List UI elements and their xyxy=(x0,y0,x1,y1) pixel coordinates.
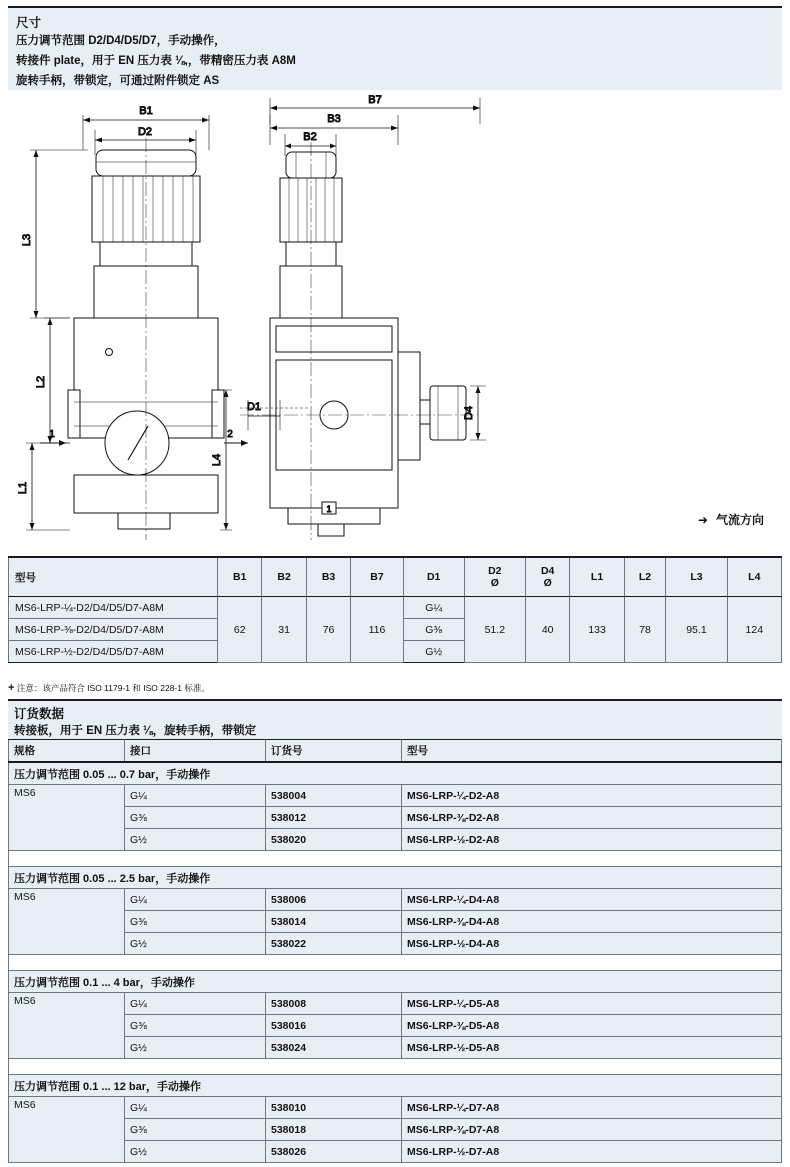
svg-text:L1: L1 xyxy=(17,481,29,495)
flow-direction-note xyxy=(698,511,764,528)
diameter-icon: Ø xyxy=(543,577,552,589)
flow-direction-label: 气流方向 xyxy=(715,513,764,527)
order-port: G¼ xyxy=(125,1097,266,1119)
order-number: 538024 xyxy=(266,1037,402,1059)
dim-col-d4 xyxy=(525,557,569,597)
dim-model: MS6-LRP-⅜-D2/D4/D5/D7-A8M xyxy=(9,619,218,641)
order-spec: MS6 xyxy=(9,993,125,1059)
order-number: 538022 xyxy=(266,933,402,955)
svg-text:2: 2 xyxy=(227,429,233,440)
order-type: MS6-LRP-¼-D4-A8 xyxy=(402,889,782,911)
svg-text:1: 1 xyxy=(49,429,55,440)
flow-arrow-icon: ➜ xyxy=(697,513,708,527)
svg-text:D1: D1 xyxy=(246,401,262,413)
order-group-header xyxy=(9,1075,782,1097)
svg-text:D2: D2 xyxy=(137,126,153,138)
dim-model: MS6-LRP-¼-D2/D4/D5/D7-A8M xyxy=(9,597,218,619)
svg-text:1: 1 xyxy=(326,504,332,514)
dim-col-d2 xyxy=(464,557,525,597)
order-col-spec: 规格 xyxy=(9,740,125,763)
dim-l3-value: 95.1 xyxy=(666,597,727,663)
dim-b2-value: 31 xyxy=(262,597,306,663)
order-group-header xyxy=(9,971,782,993)
dim-col-b3: B3 xyxy=(306,557,350,597)
order-group-header xyxy=(9,867,782,889)
table-row xyxy=(9,1037,782,1059)
dim-col-model: 型号 xyxy=(9,557,218,597)
order-port: G⅜ xyxy=(125,911,266,933)
order-group-label: 压力调节范围 0.1 ... 4 bar，手动操作 xyxy=(9,971,782,993)
ordering-data-title: 订货数据 xyxy=(14,707,65,721)
header-line-2: 转接件 plate，用于 EN 压力表 ⅛,，带精密压力表 A8M xyxy=(16,55,296,67)
order-type: MS6-LRP-¼-D7-A8 xyxy=(402,1097,782,1119)
dim-d1-value: G¼ xyxy=(403,597,464,619)
table-row xyxy=(9,1015,782,1037)
order-port: G½ xyxy=(125,829,266,851)
dim-col-b1: B1 xyxy=(218,557,262,597)
ordering-data-header xyxy=(8,699,782,741)
table-row xyxy=(9,933,782,955)
table-row xyxy=(9,785,782,807)
drawing-svg xyxy=(8,90,782,550)
header-line-3: 旋转手柄，带锁定，可通过附件锁定 AS xyxy=(16,75,220,87)
order-type: MS6-LRP-½-D7-A8 xyxy=(402,1141,782,1163)
order-port: G¼ xyxy=(125,785,266,807)
order-port: G½ xyxy=(125,933,266,955)
order-group-label: 压力调节范围 0.05 ... 2.5 bar，手动操作 xyxy=(9,867,782,889)
svg-text:D4: D4 xyxy=(463,405,475,421)
order-type: MS6-LRP-¼-D5-A8 xyxy=(402,993,782,1015)
dim-col-b2: B2 xyxy=(262,557,306,597)
table-row xyxy=(9,1141,782,1163)
table-row xyxy=(9,1097,782,1119)
note-marker-icon: + xyxy=(8,682,15,694)
dim-col-l4: L4 xyxy=(727,557,781,597)
dim-b1-value: 62 xyxy=(218,597,262,663)
order-number: 538018 xyxy=(266,1119,402,1141)
order-type: MS6-LRP-½-D4-A8 xyxy=(402,933,782,955)
svg-text:B1: B1 xyxy=(139,105,153,117)
order-group-label: 压力调节范围 0.1 ... 12 bar，手动操作 xyxy=(9,1075,782,1097)
order-group-gap xyxy=(9,851,782,867)
dimension-table-header-row xyxy=(9,557,782,597)
table-row xyxy=(9,1119,782,1141)
technical-drawing xyxy=(8,90,782,550)
order-type: MS6-LRP-⅜-D5-A8 xyxy=(402,1015,782,1037)
diameter-icon: Ø xyxy=(490,577,499,589)
order-number: 538016 xyxy=(266,1015,402,1037)
order-type: MS6-LRP-½-D5-A8 xyxy=(402,1037,782,1059)
dim-col-d4-label: D4 xyxy=(540,565,555,577)
order-spec: MS6 xyxy=(9,785,125,851)
order-number: 538008 xyxy=(266,993,402,1015)
table-row xyxy=(9,597,782,619)
svg-text:L2: L2 xyxy=(35,375,47,389)
header-line-1: 压力调节范围 D2/D4/D5/D7，手动操作， xyxy=(16,35,226,47)
svg-text:L4: L4 xyxy=(211,453,223,467)
order-group-gap xyxy=(9,955,782,971)
table-row xyxy=(9,911,782,933)
order-port: G¼ xyxy=(125,993,266,1015)
order-group-label: 压力调节范围 0.05 ... 0.7 bar，手动操作 xyxy=(9,762,782,785)
order-port: G½ xyxy=(125,1141,266,1163)
dim-col-d1: D1 xyxy=(403,557,464,597)
order-number: 538014 xyxy=(266,911,402,933)
dim-col-l2: L2 xyxy=(624,557,666,597)
order-col-type: 型号 xyxy=(402,740,782,763)
order-number: 538020 xyxy=(266,829,402,851)
order-col-order-no: 订货号 xyxy=(266,740,402,763)
dimension-table-note xyxy=(8,682,210,694)
dim-model: MS6-LRP-½-D2/D4/D5/D7-A8M xyxy=(9,641,218,663)
order-number: 538026 xyxy=(266,1141,402,1163)
dim-b3-value: 76 xyxy=(306,597,350,663)
order-port: G½ xyxy=(125,1037,266,1059)
order-type: MS6-LRP-⅜-D2-A8 xyxy=(402,807,782,829)
dim-d4-value: 40 xyxy=(525,597,569,663)
dim-col-b7: B7 xyxy=(351,557,403,597)
table-row xyxy=(9,993,782,1015)
dim-d1-value: G⅜ xyxy=(403,619,464,641)
dim-l2-value: 78 xyxy=(624,597,666,663)
ordering-table xyxy=(8,739,782,1163)
svg-text:L3: L3 xyxy=(21,233,33,247)
note-text: 注意：该产品符合 ISO 1179-1 和 ISO 228-1 标准。 xyxy=(16,683,210,693)
table-row xyxy=(9,807,782,829)
order-spec: MS6 xyxy=(9,1097,125,1163)
table-row xyxy=(9,889,782,911)
ordering-data-subtitle: 转接板，用于 EN 压力表 ⅛，旋转手柄，带锁定 xyxy=(14,725,257,737)
dim-col-d2-label: D2 xyxy=(488,565,502,577)
order-group-gap xyxy=(9,1059,782,1075)
dim-l4-value: 124 xyxy=(727,597,781,663)
order-port: G⅜ xyxy=(125,807,266,829)
svg-text:B7: B7 xyxy=(368,94,382,106)
order-number: 538010 xyxy=(266,1097,402,1119)
order-number: 538012 xyxy=(266,807,402,829)
order-type: MS6-LRP-⅜-D4-A8 xyxy=(402,911,782,933)
dimension-table xyxy=(8,556,782,663)
order-group-header xyxy=(9,762,782,785)
order-number: 538004 xyxy=(266,785,402,807)
ordering-table-header-row xyxy=(9,740,782,763)
dimensions-header xyxy=(8,6,782,92)
order-port: G⅜ xyxy=(125,1015,266,1037)
table-row xyxy=(9,829,782,851)
order-type: MS6-LRP-½-D2-A8 xyxy=(402,829,782,851)
order-port: G⅜ xyxy=(125,1119,266,1141)
svg-text:B3: B3 xyxy=(327,113,341,125)
dim-d1-value: G½ xyxy=(403,641,464,663)
dim-d2-value: 51.2 xyxy=(464,597,525,663)
order-port: G¼ xyxy=(125,889,266,911)
order-spec: MS6 xyxy=(9,889,125,955)
dim-l1-value: 133 xyxy=(570,597,624,663)
page-title: 尺寸 xyxy=(16,16,42,30)
order-type: MS6-LRP-¼-D2-A8 xyxy=(402,785,782,807)
dim-col-l1: L1 xyxy=(570,557,624,597)
dim-col-l3: L3 xyxy=(666,557,727,597)
order-number: 538006 xyxy=(266,889,402,911)
order-type: MS6-LRP-⅜-D7-A8 xyxy=(402,1119,782,1141)
svg-text:B2: B2 xyxy=(303,131,317,143)
dim-b7-value: 116 xyxy=(351,597,403,663)
order-col-port: 接口 xyxy=(125,740,266,763)
